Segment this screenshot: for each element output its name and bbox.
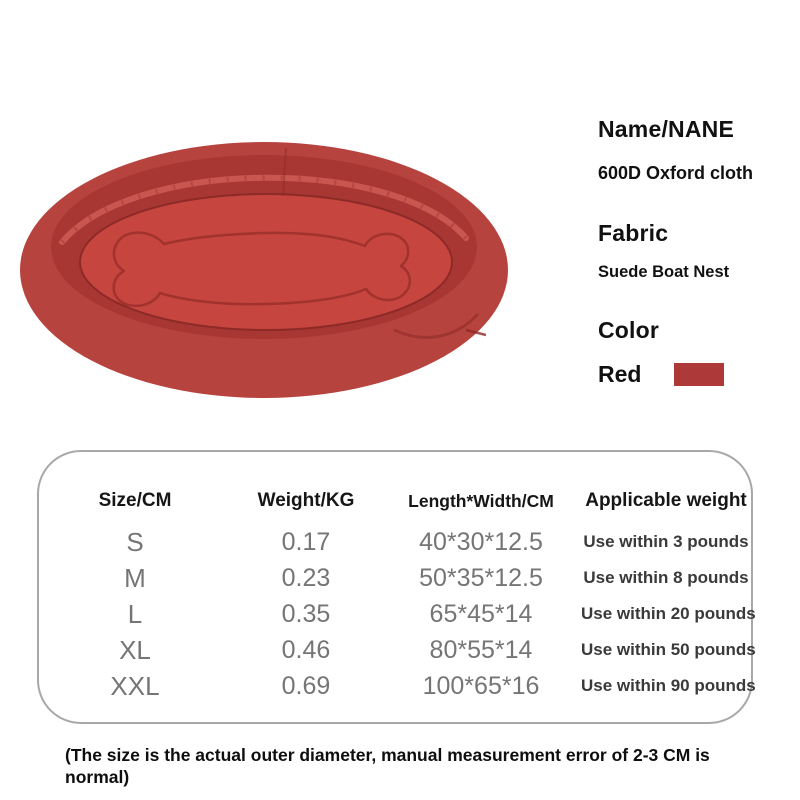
name-value: 600D Oxford cloth [598, 163, 754, 183]
table-row [39, 668, 756, 704]
fabric-label: Fabric [598, 220, 669, 246]
cell-size: S [126, 526, 144, 557]
measurement-note: (The size is the actual outer diameter, manual measurement error of 2-3 CM is normal) [65, 745, 710, 787]
fabric-value: Suede Boat Nest [598, 263, 730, 281]
cell-applicable: Use within 50 pounds [581, 640, 756, 659]
table-row [39, 524, 751, 560]
cell-dims: 100*65*16 [422, 671, 540, 700]
table-header-row [39, 478, 751, 524]
name-label: Name/NANE [598, 116, 735, 142]
pet-bed-illustration [14, 132, 514, 402]
cell-weight: 0.46 [281, 635, 331, 664]
cell-dims: 50*35*12.5 [419, 563, 543, 592]
cell-applicable: Use within 20 pounds [581, 604, 756, 623]
table-row [39, 632, 756, 668]
cell-applicable: Use within 3 pounds [583, 532, 749, 551]
cell-weight: 0.69 [281, 671, 331, 700]
cell-weight: 0.35 [281, 599, 331, 628]
cell-size: XL [119, 634, 151, 665]
product-image [14, 132, 514, 402]
color-value: Red [598, 361, 642, 387]
cell-weight: 0.17 [281, 527, 331, 556]
size-table [37, 450, 756, 724]
cell-dims: 65*45*14 [429, 599, 533, 628]
color-label: Color [598, 317, 660, 343]
cell-applicable: Use within 8 pounds [583, 568, 749, 587]
cell-size: L [127, 598, 143, 629]
header-applicable: Applicable weight [585, 490, 747, 511]
cell-applicable: Use within 90 pounds [581, 676, 756, 695]
bed-cushion [80, 194, 452, 330]
table-row [39, 560, 751, 596]
cell-dims: 40*30*12.5 [419, 527, 543, 556]
color-swatch [674, 363, 724, 386]
cell-weight: 0.23 [281, 563, 331, 592]
table-row [39, 596, 756, 632]
header-size: Size/CM [98, 490, 172, 511]
cell-size: XXL [110, 670, 160, 701]
header-dims: Length*Width/CM [408, 490, 554, 511]
header-weight: Weight/KG [257, 490, 355, 511]
cell-size: M [124, 562, 146, 593]
product-info [598, 116, 793, 387]
cell-dims: 80*55*14 [429, 635, 533, 664]
color-row [598, 361, 793, 387]
